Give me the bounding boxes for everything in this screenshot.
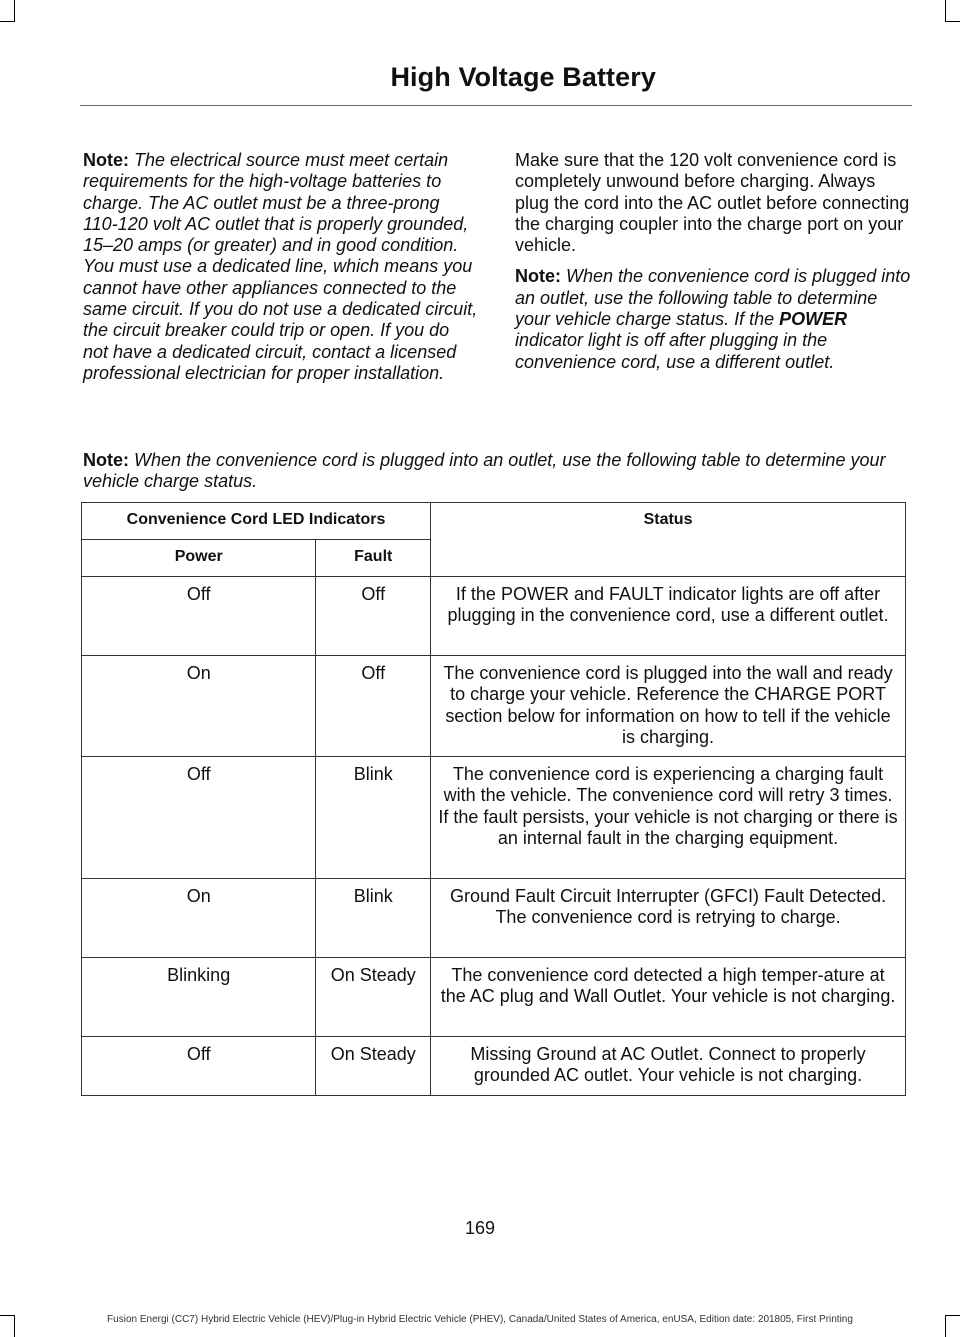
fault-cell: Blink bbox=[316, 879, 431, 958]
status-cell: The convenience cord is plugged into the wall and ready to charge your vehicle. Reference the CHARGE PORT section below for information on how to tell if the vehicle is charging. bbox=[431, 656, 906, 757]
note-text: The electrical source must meet certain requirements for the high-voltage batteries to charge. The AC outlet must be a three-prong 110-120 volt AC outlet that is properly grounded, 15–20 amps (or greater) and in good condition. You must use a dedicated line, which means you cannot have other appliances connected to the same circuit. If you do not use a dedicated circuit, the circuit breaker could trip or open. If you do not have a dedicated circuit, contact a licensed professional electrician for proper installation. bbox=[83, 150, 478, 383]
left-note bbox=[83, 150, 479, 384]
right-note bbox=[515, 266, 911, 372]
note-text-2: indicator light is off after plugging in the convenience cord, use a different outlet. bbox=[515, 330, 835, 372]
power-cell: Blinking bbox=[82, 958, 316, 1037]
header-rule bbox=[80, 105, 912, 106]
fault-cell: On Steady bbox=[316, 958, 431, 1037]
note-label: Note: bbox=[83, 450, 129, 470]
power-cell: On bbox=[82, 879, 316, 958]
fault-header: Fault bbox=[316, 540, 431, 577]
note-label: Note: bbox=[515, 266, 561, 287]
status-header: Status bbox=[431, 503, 906, 577]
left-column bbox=[83, 150, 479, 394]
page-title: High Voltage Battery bbox=[390, 62, 656, 92]
table-row bbox=[82, 656, 906, 757]
power-cell: Off bbox=[82, 1037, 316, 1096]
table-row bbox=[82, 577, 906, 656]
note-text: When the convenience cord is plugged into an outlet, use the following table to determine your vehicle charge status. bbox=[83, 450, 886, 492]
status-cell: If the POWER and FAULT indicator lights are off after plugging in the convenience cord, use a different outlet. bbox=[431, 577, 906, 656]
right-paragraph: Make sure that the 120 volt convenience cord is completely unwound before charging. Always plug the cord into the AC outlet before connecting the charging coupler into the charge port on your vehicle. bbox=[515, 150, 910, 256]
crop-mark-top-left-h bbox=[0, 21, 14, 22]
crop-mark-top-left bbox=[14, 0, 15, 22]
power-cell: Off bbox=[82, 757, 316, 879]
status-cell: The convenience cord detected a high temper-ature at the AC plug and Wall Outlet. Your vehicle is not charging. bbox=[431, 958, 906, 1037]
crop-mark-top-right-h bbox=[946, 21, 960, 22]
power-header: Power bbox=[82, 540, 316, 577]
table-intro-note bbox=[83, 450, 903, 493]
status-cell: Ground Fault Circuit Interrupter (GFCI) Fault Detected. The convenience cord is retrying to charge. bbox=[431, 879, 906, 958]
fault-cell: Off bbox=[316, 656, 431, 757]
table-header-row bbox=[82, 503, 906, 540]
power-indicator-label: POWER bbox=[779, 309, 848, 330]
fault-cell: Off bbox=[316, 577, 431, 656]
status-cell: The convenience cord is experiencing a charging fault with the vehicle. The convenience cord will retry 3 times. If the fault persists, your vehicle is not charging or there is an internal fault in the charging equipment. bbox=[431, 757, 906, 879]
power-cell: Off bbox=[82, 577, 316, 656]
note-text-1: When the convenience cord is plugged into an outlet, use the following table to determine your vehicle charge status. If the bbox=[515, 266, 911, 330]
status-cell: Missing Ground at AC Outlet. Connect to properly grounded AC outlet. Your vehicle is not charging. bbox=[431, 1037, 906, 1096]
fault-cell: On Steady bbox=[316, 1037, 431, 1096]
right-column bbox=[515, 150, 911, 383]
note-label: Note: bbox=[83, 150, 129, 170]
table-row bbox=[82, 1037, 906, 1096]
led-indicators-header: Convenience Cord LED Indicators bbox=[82, 503, 431, 540]
table-row bbox=[82, 958, 906, 1037]
page-footer: Fusion Energi (CC7) Hybrid Electric Vehicle (HEV)/Plug-in Hybrid Electric Vehicle (PHEV), Canada/United States of America, enUSA, Edition date: 201805, First Printing bbox=[107, 1314, 853, 1325]
power-cell: On bbox=[82, 656, 316, 757]
table-row bbox=[82, 757, 906, 879]
led-status-table bbox=[81, 502, 906, 1096]
page-number: 169 bbox=[464, 1218, 496, 1238]
crop-mark-top-right bbox=[945, 0, 946, 22]
fault-cell: Blink bbox=[316, 757, 431, 879]
table-row bbox=[82, 879, 906, 958]
